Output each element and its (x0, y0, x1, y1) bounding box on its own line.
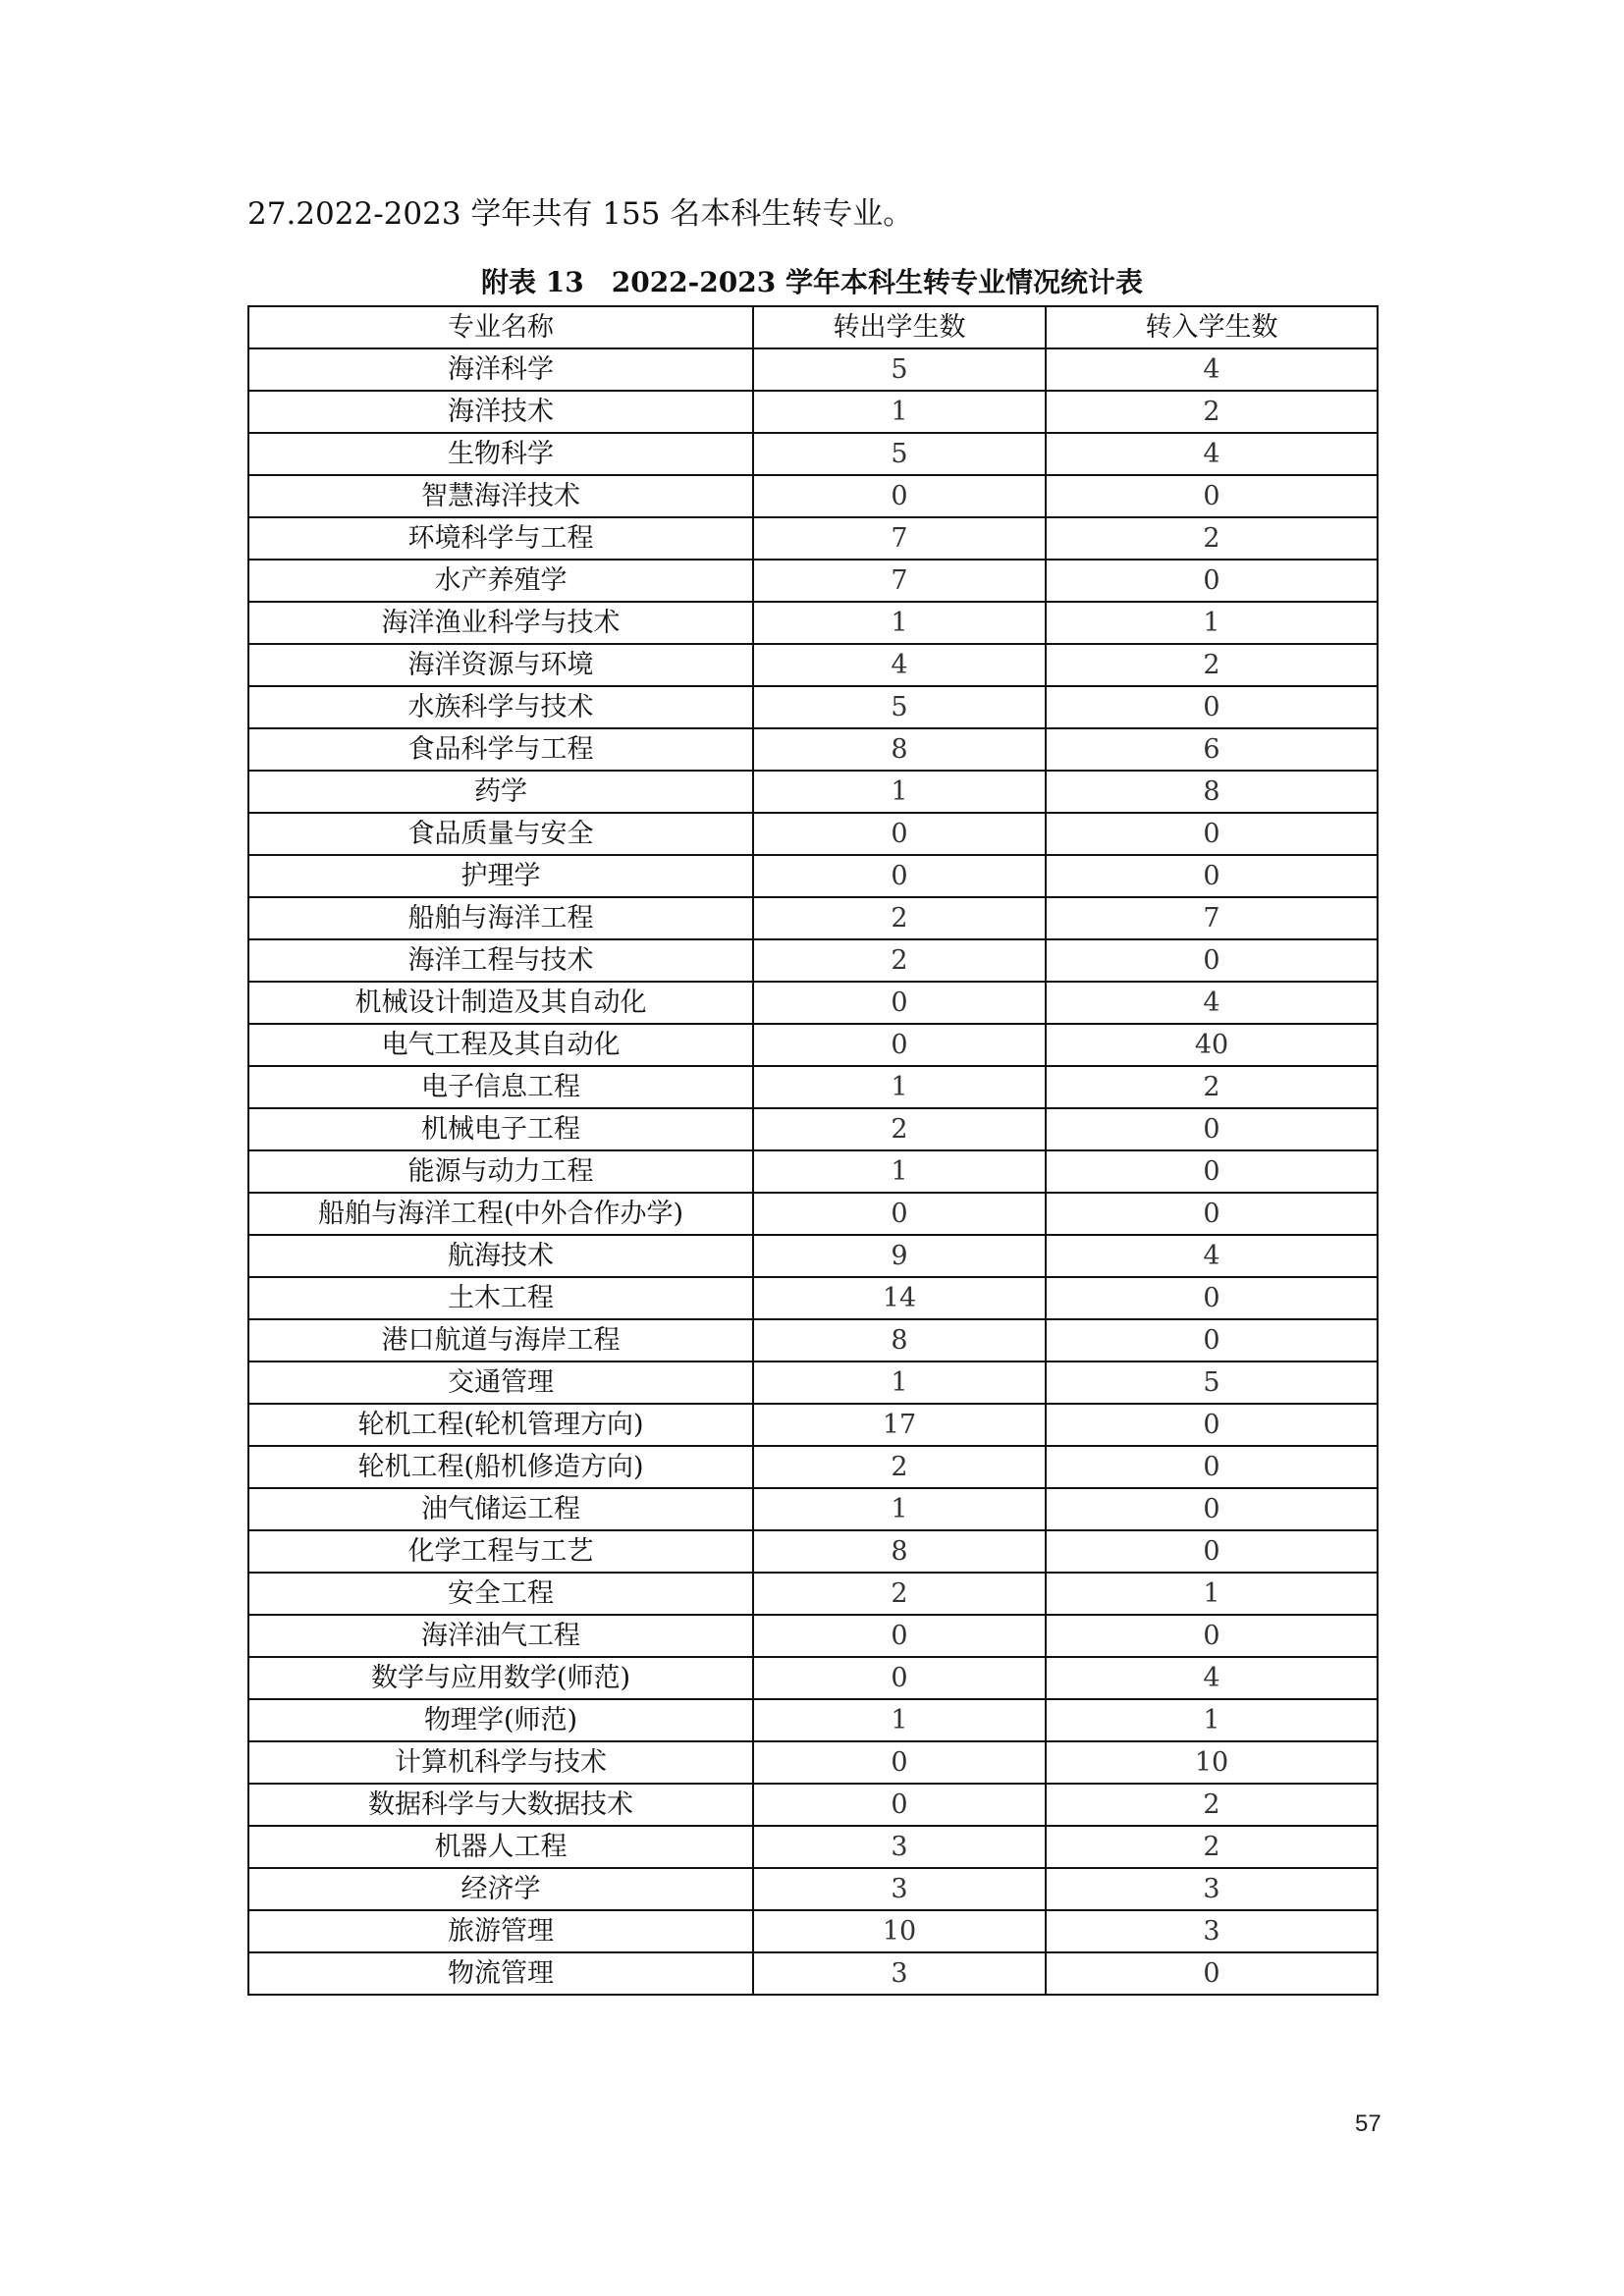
table-row (248, 771, 1378, 813)
cell-transfer-out: 1 (753, 1488, 1046, 1530)
cell-transfer-in: 3 (1046, 1910, 1378, 1952)
cell-transfer-in: 4 (1046, 982, 1378, 1024)
cell-transfer-in: 8 (1046, 771, 1378, 813)
cell-major-name: 轮机工程(轮机管理方向) (248, 1404, 753, 1446)
table-row (248, 1784, 1378, 1826)
cell-transfer-out: 4 (753, 644, 1046, 686)
cell-transfer-out: 14 (753, 1277, 1046, 1319)
table-row (248, 1108, 1378, 1150)
cell-major-name: 食品质量与安全 (248, 813, 753, 855)
cell-major-name: 海洋科学 (248, 348, 753, 391)
cell-transfer-out: 10 (753, 1910, 1046, 1952)
cell-transfer-in: 2 (1046, 391, 1378, 433)
cell-major-name: 护理学 (248, 855, 753, 897)
table-row (248, 728, 1378, 771)
cell-transfer-out: 7 (753, 517, 1046, 560)
cell-major-name: 生物科学 (248, 433, 753, 475)
cell-transfer-in: 0 (1046, 1108, 1378, 1150)
table-header-row (248, 306, 1378, 348)
table-row (248, 1910, 1378, 1952)
table-row (248, 348, 1378, 391)
table-row (248, 1150, 1378, 1193)
table-row (248, 1404, 1378, 1446)
cell-transfer-out: 2 (753, 939, 1046, 982)
cell-major-name: 海洋资源与环境 (248, 644, 753, 686)
table-row (248, 1615, 1378, 1657)
table-row (248, 1699, 1378, 1741)
cell-transfer-in: 0 (1046, 1193, 1378, 1235)
cell-transfer-out: 0 (753, 475, 1046, 517)
cell-transfer-in: 0 (1046, 1277, 1378, 1319)
cell-transfer-out: 8 (753, 728, 1046, 771)
cell-transfer-out: 0 (753, 1193, 1046, 1235)
table-row (248, 1235, 1378, 1277)
cell-transfer-in: 4 (1046, 433, 1378, 475)
cell-major-name: 化学工程与工艺 (248, 1530, 753, 1573)
cell-major-name: 机器人工程 (248, 1826, 753, 1868)
cell-transfer-out: 17 (753, 1404, 1046, 1446)
cell-major-name: 计算机科学与技术 (248, 1741, 753, 1784)
table-row (248, 1741, 1378, 1784)
table-row (248, 1362, 1378, 1404)
table-row (248, 1446, 1378, 1488)
cell-transfer-out: 5 (753, 686, 1046, 728)
cell-major-name: 食品科学与工程 (248, 728, 753, 771)
cell-transfer-in: 3 (1046, 1868, 1378, 1910)
table-row (248, 897, 1378, 939)
cell-transfer-in: 2 (1046, 644, 1378, 686)
cell-transfer-in: 5 (1046, 1362, 1378, 1404)
cell-transfer-out: 1 (753, 1150, 1046, 1193)
cell-transfer-out: 0 (753, 855, 1046, 897)
table-row (248, 1024, 1378, 1066)
cell-transfer-out: 0 (753, 1657, 1046, 1699)
table-caption: 附表 13 2022-2023 学年本科生转专业情况统计表 (481, 266, 1143, 298)
cell-major-name: 航海技术 (248, 1235, 753, 1277)
cell-transfer-in: 0 (1046, 939, 1378, 982)
cell-transfer-in: 7 (1046, 897, 1378, 939)
cell-transfer-in: 0 (1046, 1319, 1378, 1362)
cell-major-name: 水族科学与技术 (248, 686, 753, 728)
cell-transfer-out: 3 (753, 1826, 1046, 1868)
cell-major-name: 交通管理 (248, 1362, 753, 1404)
cell-transfer-out: 1 (753, 1066, 1046, 1108)
cell-transfer-out: 8 (753, 1530, 1046, 1573)
table-row (248, 1277, 1378, 1319)
table-row (248, 1868, 1378, 1910)
cell-transfer-out: 8 (753, 1319, 1046, 1362)
cell-transfer-out: 2 (753, 1446, 1046, 1488)
cell-major-name: 经济学 (248, 1868, 753, 1910)
cell-major-name: 药学 (248, 771, 753, 813)
cell-transfer-in: 40 (1046, 1024, 1378, 1066)
cell-transfer-out: 7 (753, 560, 1046, 602)
cell-major-name: 海洋渔业科学与技术 (248, 602, 753, 644)
table-row (248, 1952, 1378, 1995)
cell-major-name: 数据科学与大数据技术 (248, 1784, 753, 1826)
table-row (248, 560, 1378, 602)
table-row (248, 1319, 1378, 1362)
cell-transfer-in: 0 (1046, 1404, 1378, 1446)
cell-major-name: 机械设计制造及其自动化 (248, 982, 753, 1024)
cell-transfer-in: 4 (1046, 348, 1378, 391)
table-row (248, 433, 1378, 475)
cell-transfer-out: 5 (753, 348, 1046, 391)
cell-major-name: 物流管理 (248, 1952, 753, 1995)
table-row (248, 982, 1378, 1024)
cell-major-name: 环境科学与工程 (248, 517, 753, 560)
table-row (248, 686, 1378, 728)
cell-transfer-in: 0 (1046, 1530, 1378, 1573)
cell-transfer-out: 0 (753, 1784, 1046, 1826)
cell-transfer-out: 2 (753, 1573, 1046, 1615)
table-row (248, 813, 1378, 855)
cell-major-name: 能源与动力工程 (248, 1150, 753, 1193)
cell-transfer-out: 5 (753, 433, 1046, 475)
cell-major-name: 船舶与海洋工程 (248, 897, 753, 939)
cell-transfer-in: 0 (1046, 1488, 1378, 1530)
intro-paragraph: 27.2022-2023 学年共有 155 名本科生转专业。 (247, 196, 914, 232)
cell-major-name: 船舶与海洋工程(中外合作办学) (248, 1193, 753, 1235)
cell-transfer-in: 2 (1046, 1066, 1378, 1108)
cell-transfer-in: 0 (1046, 1446, 1378, 1488)
table-row (248, 1573, 1378, 1615)
table-row (248, 644, 1378, 686)
header-transfer-out: 转出学生数 (753, 306, 1046, 348)
table-row (248, 1488, 1378, 1530)
cell-major-name: 海洋工程与技术 (248, 939, 753, 982)
cell-transfer-in: 0 (1046, 1952, 1378, 1995)
cell-transfer-out: 1 (753, 1362, 1046, 1404)
table-row (248, 1530, 1378, 1573)
cell-major-name: 电子信息工程 (248, 1066, 753, 1108)
cell-transfer-out: 1 (753, 1699, 1046, 1741)
cell-major-name: 轮机工程(船机修造方向) (248, 1446, 753, 1488)
cell-major-name: 油气储运工程 (248, 1488, 753, 1530)
cell-transfer-in: 0 (1046, 855, 1378, 897)
cell-transfer-out: 3 (753, 1868, 1046, 1910)
table-row (248, 1193, 1378, 1235)
cell-transfer-in: 0 (1046, 560, 1378, 602)
cell-transfer-out: 1 (753, 771, 1046, 813)
cell-major-name: 水产养殖学 (248, 560, 753, 602)
table-row (248, 939, 1378, 982)
cell-transfer-in: 0 (1046, 1615, 1378, 1657)
table-row (248, 855, 1378, 897)
cell-major-name: 海洋油气工程 (248, 1615, 753, 1657)
header-major-name: 专业名称 (248, 306, 753, 348)
cell-transfer-in: 0 (1046, 1150, 1378, 1193)
cell-transfer-in: 2 (1046, 1784, 1378, 1826)
cell-transfer-in: 0 (1046, 686, 1378, 728)
header-transfer-in: 转入学生数 (1046, 306, 1378, 348)
cell-transfer-out: 0 (753, 982, 1046, 1024)
cell-major-name: 机械电子工程 (248, 1108, 753, 1150)
cell-major-name: 智慧海洋技术 (248, 475, 753, 517)
cell-transfer-out: 2 (753, 1108, 1046, 1150)
table-body (248, 348, 1378, 1995)
transfer-statistics-table (247, 305, 1379, 1996)
page-number: 57 (1355, 2110, 1381, 2137)
table-row (248, 391, 1378, 433)
cell-transfer-in: 0 (1046, 813, 1378, 855)
cell-major-name: 海洋技术 (248, 391, 753, 433)
cell-transfer-in: 10 (1046, 1741, 1378, 1784)
cell-major-name: 物理学(师范) (248, 1699, 753, 1741)
table-row (248, 1826, 1378, 1868)
cell-major-name: 旅游管理 (248, 1910, 753, 1952)
cell-transfer-out: 3 (753, 1952, 1046, 1995)
cell-transfer-in: 2 (1046, 517, 1378, 560)
table-row (248, 602, 1378, 644)
table-row (248, 1066, 1378, 1108)
cell-transfer-out: 0 (753, 1024, 1046, 1066)
cell-transfer-in: 1 (1046, 1573, 1378, 1615)
cell-transfer-in: 2 (1046, 1826, 1378, 1868)
cell-transfer-in: 1 (1046, 1699, 1378, 1741)
cell-transfer-out: 1 (753, 391, 1046, 433)
cell-major-name: 土木工程 (248, 1277, 753, 1319)
cell-transfer-in: 0 (1046, 475, 1378, 517)
cell-transfer-in: 4 (1046, 1657, 1378, 1699)
cell-major-name: 港口航道与海岸工程 (248, 1319, 753, 1362)
cell-transfer-out: 0 (753, 1615, 1046, 1657)
table-row (248, 1657, 1378, 1699)
cell-transfer-out: 1 (753, 602, 1046, 644)
cell-transfer-in: 4 (1046, 1235, 1378, 1277)
cell-transfer-out: 0 (753, 1741, 1046, 1784)
cell-transfer-in: 6 (1046, 728, 1378, 771)
cell-transfer-out: 0 (753, 813, 1046, 855)
cell-transfer-out: 9 (753, 1235, 1046, 1277)
cell-major-name: 安全工程 (248, 1573, 753, 1615)
cell-transfer-out: 2 (753, 897, 1046, 939)
table-row (248, 517, 1378, 560)
cell-major-name: 数学与应用数学(师范) (248, 1657, 753, 1699)
cell-major-name: 电气工程及其自动化 (248, 1024, 753, 1066)
cell-transfer-in: 1 (1046, 602, 1378, 644)
table-row (248, 475, 1378, 517)
